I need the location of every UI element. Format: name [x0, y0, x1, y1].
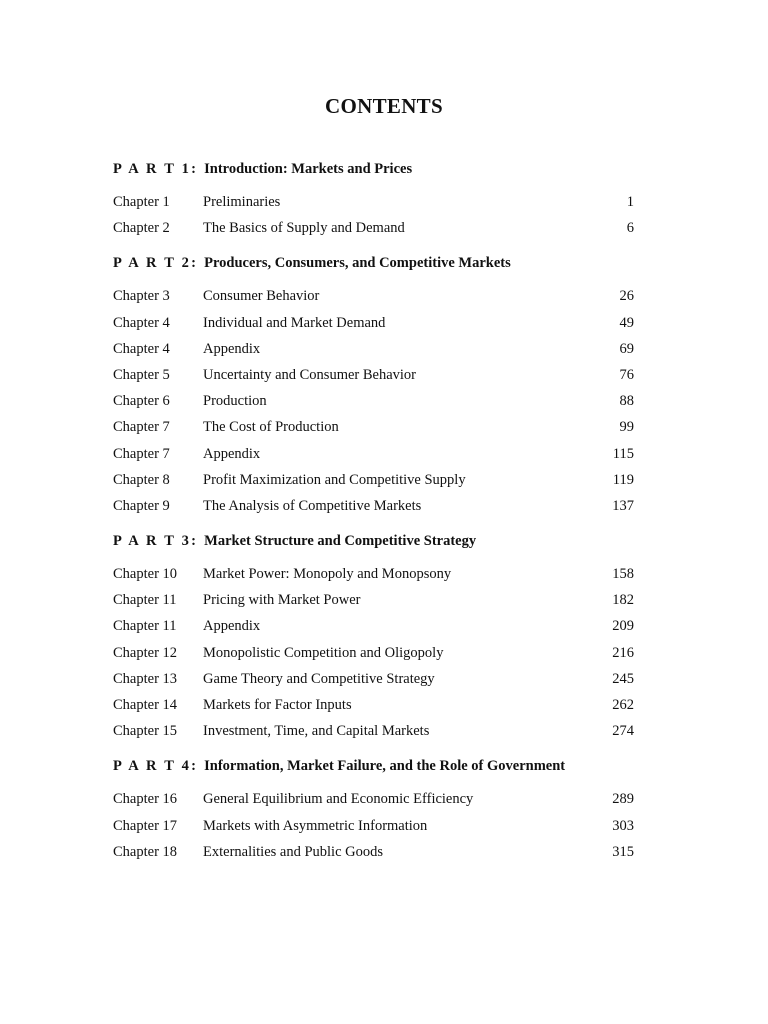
toc-entry: [113, 444, 634, 470]
chapter-title: Uncertainty and Consumer Behavior: [203, 366, 417, 383]
chapter-number: Chapter 15: [113, 723, 178, 740]
part-heading: [113, 158, 634, 192]
chapter-number: Chapter 18: [113, 843, 178, 860]
chapter-title: Appendix: [203, 618, 261, 635]
page-number: 1: [626, 194, 634, 210]
toc-entry: [113, 721, 634, 747]
toc-entry: [113, 643, 634, 669]
chapter-title: Markets with Asymmetric Information: [203, 817, 428, 834]
chapter-title: The Analysis of Competitive Markets: [203, 497, 422, 514]
toc-entry: [113, 417, 634, 443]
part-label: P A R T 4:: [113, 758, 199, 775]
page-number: 274: [612, 723, 634, 740]
chapter-title: Appendix: [203, 445, 261, 462]
chapter-number: Chapter 4: [113, 314, 170, 331]
toc-entry: [113, 365, 634, 391]
chapter-title: Externalities and Public Goods: [203, 843, 384, 860]
toc-entry: [113, 192, 634, 218]
part-heading: [113, 530, 634, 564]
toc-entry: [113, 669, 634, 695]
toc-entry: [113, 590, 634, 616]
part-title: Introduction: Markets and Prices: [204, 161, 413, 177]
chapter-number: Chapter 5: [113, 366, 170, 383]
toc-entry: [113, 313, 634, 339]
page-number: 99: [619, 419, 634, 436]
page-number: 26: [619, 288, 634, 305]
page-number: 262: [612, 697, 634, 713]
chapter-number: Chapter 1: [113, 194, 170, 210]
part-label: P A R T 2:: [113, 255, 199, 272]
page-number: 119: [612, 471, 634, 488]
page-number: 137: [612, 497, 634, 514]
page-number: 76: [619, 366, 634, 383]
part-heading: [113, 252, 634, 286]
table-of-contents: [113, 158, 634, 868]
chapter-title: General Equilibrium and Economic Efficiency: [203, 791, 474, 808]
page-number: 289: [612, 791, 634, 808]
page-number: 315: [612, 843, 634, 860]
toc-entry: [113, 391, 634, 417]
page-number: 245: [612, 670, 634, 687]
toc-entry: [113, 218, 634, 244]
chapter-title: Monopolistic Competition and Oligopoly: [203, 644, 444, 661]
chapter-title: Investment, Time, and Capital Markets: [203, 723, 430, 740]
page-number: 115: [612, 445, 634, 462]
toc-entry: [113, 496, 634, 522]
chapter-title: The Basics of Supply and Demand: [203, 220, 405, 237]
chapter-number: Chapter 9: [113, 497, 170, 514]
toc-entry: [113, 816, 634, 842]
part-label: P A R T 1:: [113, 161, 199, 177]
page-number: 303: [612, 817, 634, 834]
toc-entry: [113, 842, 634, 868]
chapter-title: Pricing with Market Power: [203, 592, 361, 609]
page-number: 216: [612, 644, 634, 661]
chapter-title: Profit Maximization and Competitive Supply: [203, 471, 466, 488]
chapter-title: Game Theory and Competitive Strategy: [203, 670, 435, 687]
page-number: 182: [612, 592, 634, 609]
chapter-number: Chapter 4: [113, 340, 170, 357]
chapter-number: Chapter 13: [113, 670, 178, 687]
chapter-number: Chapter 11: [113, 592, 177, 609]
toc-entry: [113, 789, 634, 815]
chapter-title: Preliminaries: [203, 194, 281, 210]
chapter-title: Markets for Factor Inputs: [203, 697, 352, 713]
chapter-title: Consumer Behavior: [203, 288, 320, 305]
page-number: 88: [619, 393, 634, 410]
chapter-number: Chapter 10: [113, 566, 178, 583]
chapter-title: Individual and Market Demand: [203, 314, 386, 331]
chapter-number: Chapter 17: [113, 817, 178, 834]
part-title: Producers, Consumers, and Competitive Markets: [204, 255, 511, 272]
toc-entry: [113, 286, 634, 312]
page-number: 69: [619, 340, 634, 357]
page-number: 6: [626, 220, 634, 237]
toc-entry: [113, 695, 634, 721]
chapter-number: Chapter 11: [113, 618, 177, 635]
chapter-number: Chapter 3: [113, 288, 170, 305]
chapter-title: Market Power: Monopoly and Monopsony: [203, 566, 452, 583]
chapter-title: Production: [203, 393, 267, 410]
chapter-number: Chapter 7: [113, 445, 170, 462]
page-number: 49: [619, 314, 634, 331]
chapter-number: Chapter 12: [113, 644, 178, 661]
chapter-number: Chapter 2: [113, 220, 170, 237]
toc-entry: [113, 339, 634, 365]
chapter-title: Appendix: [203, 340, 261, 357]
toc-entry: [113, 470, 634, 496]
part-title: Information, Market Failure, and the Role of Government: [204, 758, 566, 775]
chapter-number: Chapter 14: [113, 697, 178, 713]
page-number: 209: [612, 618, 634, 635]
chapter-number: Chapter 16: [113, 791, 178, 808]
page-number: 158: [612, 566, 634, 583]
chapter-title: The Cost of Production: [203, 419, 339, 436]
part-heading: [113, 755, 634, 789]
toc-entry: [113, 616, 634, 642]
part-title: Market Structure and Competitive Strategy: [204, 533, 477, 550]
page-title: CONTENTS: [325, 94, 443, 118]
part-label: P A R T 3:: [113, 533, 199, 550]
chapter-number: Chapter 7: [113, 419, 170, 436]
chapter-number: Chapter 6: [113, 393, 170, 410]
toc-entry: [113, 564, 634, 590]
chapter-number: Chapter 8: [113, 471, 170, 488]
